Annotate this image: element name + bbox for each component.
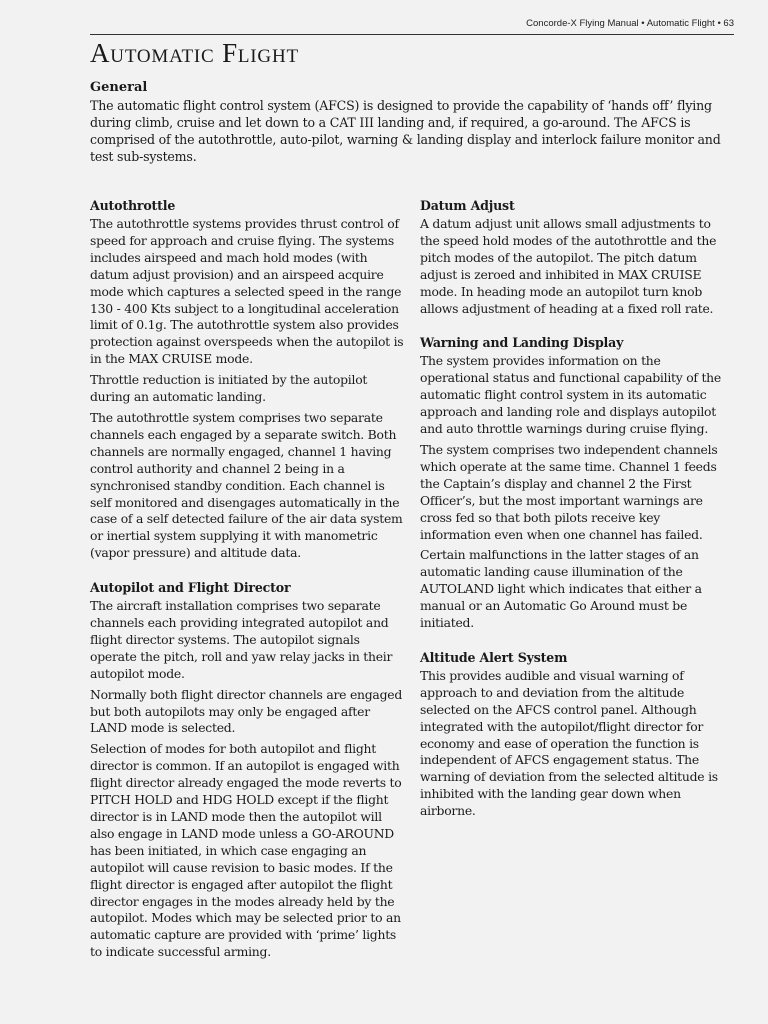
page-title: Automatic Flight <box>90 38 299 68</box>
autopilot-section <box>90 580 406 961</box>
autothrottle-paragraph: Throttle reduction is initiated by the autopilot during an automatic landing. <box>90 372 368 405</box>
autothrottle-heading: Autothrottle <box>90 198 176 213</box>
autopilot-paragraph: Normally both flight director channels are engaged but both autopilots may only be engaged after LAND mode is selected. <box>90 686 403 736</box>
altitude-alert-heading: Altitude Alert System <box>420 649 568 665</box>
general-text: The automatic flight control system (AFCS) is designed to provide the capability of ‘hands off’ flying during climb, cruise and let down to a CAT III landing and, if required, a go-around. The AFCS is comprised of the autothrottle, auto-pilot, warning & landing display and interlock failure monitor and test sub-systems. <box>90 98 721 164</box>
warning-display-section <box>420 335 730 632</box>
autothrottle-paragraph: The autothrottle systems provides thrust control of speed for approach and cruise flying. The systems includes airspeed and mach hold modes (with datum adjust provision) and an airspeed acquire mode which captures a selected speed in the range 130 - 400 Kts subject to a longitudinal acceleration limit of 0.1g. The autothrottle system also provides protection against overspeeds when the autopilot is in the MAX CRUISE mode. <box>90 216 404 367</box>
right-column <box>420 198 730 838</box>
altitude-alert-section <box>420 650 730 820</box>
datum-adjust-paragraph: A datum adjust unit allows small adjustments to the speed hold modes of the autothrottle and the pitch modes of the autopilot. The pitch datum adjust is zeroed and inhibited in MAX CRUISE mode. In heading mode an autopilot turn knob allows adjustment of heading at a fixed roll rate. <box>420 216 717 316</box>
warning-display-paragraph: Certain malfunctions in the latter stages of an automatic landing cause illumination of the AUTOLAND light which indicates that either a manual or an Automatic Go Around must be initiated. <box>420 547 702 631</box>
autothrottle-section <box>90 198 406 562</box>
general-section <box>90 80 728 165</box>
autopilot-paragraph: Selection of modes for both autopilot and flight director is common. If an autopilot is engaged with flight director already engaged the mode reverts to PITCH HOLD and HDG HOLD except if the flight director is in LAND mode then the autopilot will also engage in LAND mode unless a GO-AROUND has been initiated, in which case engaging an autopilot will cause revision to basic modes. If the flight director is engaged after autopilot the flight director engages in the modes already held by the autopilot. Modes which may be selected prior to an automatic capture are provided with ‘prime’ lights to indicate successful arming. <box>90 741 402 960</box>
running-header: Concorde-X Flying Manual • Automatic Flight • 63 <box>90 17 734 35</box>
warning-display-paragraph: The system comprises two independent channels which operate at the same time. Channel 1 feeds the Captain’s display and channel 2 the First Officer’s, but the most important warnings are cross fed so that both pilots receive key information even when one channel has failed. <box>420 441 718 542</box>
altitude-alert-paragraph: This provides audible and visual warning of approach to and deviation from the altitude selected on the AFCS control panel. Although integrated with the autopilot/flight director for economy and ease of operation the function is independent of AFCS engagement status. The warning of deviation from the selected altitude is inhibited with the landing gear down when airborne. <box>420 667 718 819</box>
warning-display-heading: Warning and Landing Display <box>420 335 624 351</box>
datum-adjust-heading: Datum Adjust <box>420 198 515 213</box>
warning-display-paragraph: The system provides information on the operational status and functional capability of the automatic flight control system in its automatic approach and landing role and displays autopilot and auto throttle warnings during cruise flying. <box>420 353 721 437</box>
general-heading: General <box>90 80 148 95</box>
datum-adjust-section <box>420 198 730 317</box>
autothrottle-paragraph: The autothrottle system comprises two separate channels each engaged by a separate switch. Both channels are normally engaged, channel 1 having control authority and channel 2 being in a synchronised standby condition. Each channel is self monitored and disengages automatically in the case of a self detected failure of the air data system or inertial system supplying it with manometric (vapor pressure) and altitude data. <box>90 409 403 561</box>
left-column <box>90 198 406 979</box>
autopilot-heading: Autopilot and Flight Director <box>90 580 291 596</box>
autopilot-paragraph: The aircraft installation comprises two separate channels each providing integrated autopilot and flight director systems. The autopilot signals operate the pitch, roll and yaw relay jacks in their autopilot mode. <box>90 598 393 681</box>
